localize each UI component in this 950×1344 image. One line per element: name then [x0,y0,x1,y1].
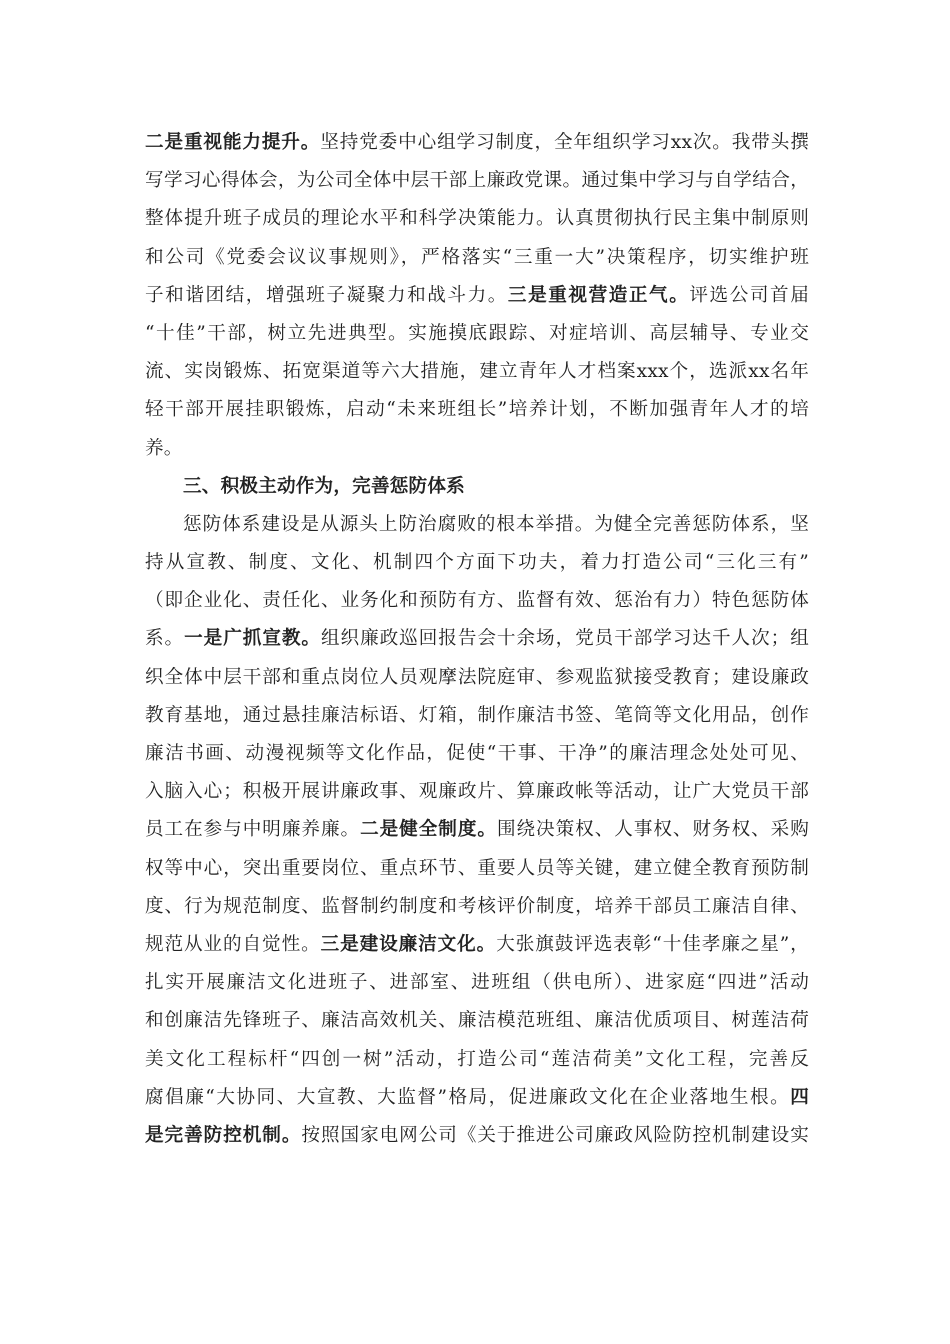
text-line: 写学习心得体会，为公司全体中层干部上廉政党课。通过集中学习与自学结合， [145,170,809,192]
bold-lead: 一是广抓宣教。 [184,628,321,650]
text-line: 流、实岗锻炼、拓宽渠道等六大措施，建立青年人才档案xxx个，选派xx名年 [145,361,809,383]
text-line: 度、行为规范制度、监督制约制度和考核评价制度，培养干部员工廉洁自律、 [145,895,809,917]
text-line: 二是重视能力提升。坚持党委中心组学习制度，全年组织学习xx次。我带头撰 [145,132,809,153]
text-line: 教育基地，通过悬挂廉洁标语、灯箱，制作廉洁书签、笔筒等文化用品，创作 [145,704,809,726]
text-line: （即企业化、责任化、业务化和预防有方、监督有效、惩治有力）特色惩防体 [145,590,809,612]
bold-lead: 二是健全制度。 [360,819,497,841]
text-line: 腐倡廉“大协同、大宣教、大监督”格局，促进廉政文化在企业落地生根。四 [145,1086,809,1108]
text-line: 美文化工程标杆“四创一树”活动，打造公司“莲洁荷美”文化工程，完善反 [145,1048,809,1070]
bold-lead: 二是重视能力提升。 [145,132,321,153]
text-line: 惩防体系建设是从源头上防治腐败的根本举措。为健全完善惩防体系，坚 [183,513,809,535]
text-line: 持从宣教、制度、文化、机制四个方面下功夫，着力打造公司“三化三有” [145,552,809,574]
bold-lead: 四 [790,1086,809,1108]
text-line: 规范从业的自觉性。三是建设廉洁文化。大张旗鼓评选表彰“十佳孝廉之星”， [145,933,809,955]
text-line: 轻干部开展挂职锻炼，启动“未来班组长”培养计划，不断加强青年人才的培 [145,399,809,421]
document-page [145,124,809,1155]
text-line: 廉洁书画、动漫视频等文化作品，促使“干事、干净”的廉洁理念处处可见、 [145,743,809,764]
bold-lead: 是完善防控机制。 [145,1124,302,1146]
text-line: 员工在参与中明廉养廉。二是健全制度。围绕决策权、人事权、财务权、采购 [145,819,810,841]
text-line: “十佳”干部，树立先进典型。实施摸底跟踪、对症培训、高层辅导、专业交 [145,322,809,344]
text-line: 和创廉洁先锋班子、廉洁高效机关、廉洁模范班组、廉洁优质项目、树莲洁荷 [145,1010,809,1032]
bold-lead: 三是建设廉洁文化。 [320,933,497,955]
text-line: 扎实开展廉洁文化进班子、进部室、进班组（供电所）、进家庭“四进”活动 [145,972,809,994]
section-heading: 三、积极主动作为，完善惩防体系 [183,475,465,497]
text-line: 是完善防控机制。按照国家电网公司《关于推进公司廉政风险防控机制建设实 [145,1124,809,1146]
text-line: 入脑入心；积极开展讲廉政事、观廉政片、算廉政帐等活动，让广大党员干部 [145,781,809,803]
text-line: 整体提升班子成员的理论水平和科学决策能力。认真贯彻执行民主集中制原则 [145,208,809,230]
text-line: 和公司《党委会议议事规则》，严格落实“三重一大”决策程序，切实维护班 [145,246,809,268]
text-line: 子和谐团结，增强班子凝聚力和战斗力。三是重视营造正气。评选公司首届 [145,284,809,306]
text-line: 养。 [145,437,183,459]
text-line: 织全体中层干部和重点岗位人员观摩法院庭审、参观监狱接受教育；建设廉政 [145,666,809,688]
bold-lead: 三是重视营造正气。 [507,284,690,306]
text-line: 系。一是广抓宣教。组织廉政巡回报告会十余场，党员干部学习达千人次；组 [145,628,809,650]
text-line: 权等中心，突出重要岗位、重点环节、重要人员等关键，建立健全教育预防制 [145,857,809,879]
